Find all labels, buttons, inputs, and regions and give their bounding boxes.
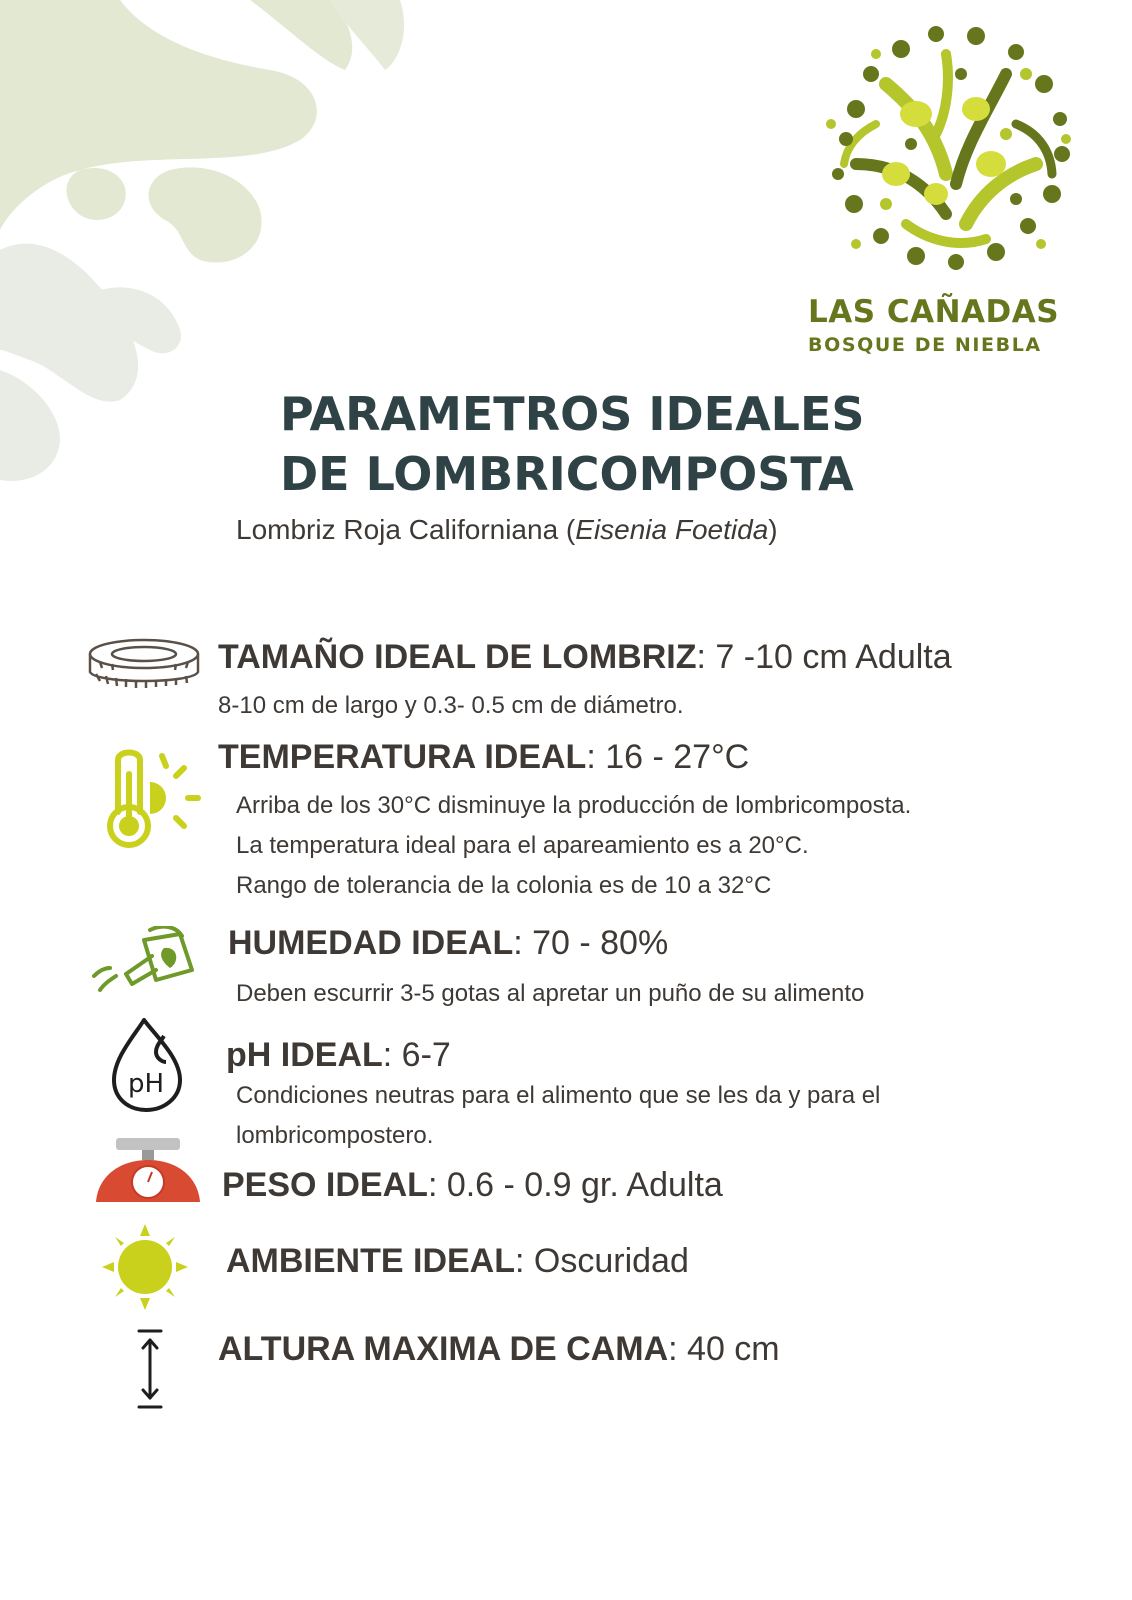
item-humidity-label: HUMEDAD IDEAL (228, 924, 514, 962)
item-bed-height-value: : 40 cm (668, 1330, 780, 1368)
item-environment-value: : Oscuridad (515, 1242, 689, 1280)
item-bed-height-label: ALTURA MAXIMA DE CAMA (218, 1330, 669, 1368)
item-temperature-detail-2: La temperatura ideal para el apareamiento es a 20°C. (236, 832, 809, 859)
forest-circle-emblem-icon (816, 14, 1080, 278)
item-humidity-detail: Deben escurrir 3-5 gotas al apretar un puño de su alimento (236, 980, 865, 1007)
item-weight-heading (222, 1166, 723, 1205)
item-temperature-heading (218, 738, 749, 777)
page-title (280, 384, 980, 504)
item-weight-label: PESO IDEAL (222, 1166, 428, 1204)
sun-icon (100, 1222, 190, 1312)
item-ph-detail-1: Condiciones neutras para el alimento que se les da y para el (236, 1082, 881, 1109)
las-canadas-logo (808, 14, 1088, 364)
item-size-heading (218, 638, 952, 677)
measuring-tape-icon (86, 636, 202, 694)
subtitle-prefix: Lombriz Roja Californiana ( (236, 514, 576, 545)
species-name: Eisenia Foetida (575, 514, 769, 545)
scale-icon (92, 1138, 204, 1204)
logo-subtitle: BOSQUE DE NIEBLA (808, 334, 1042, 356)
item-ph-value: : 6-7 (382, 1036, 451, 1074)
subtitle-suffix: ) (768, 514, 778, 545)
ph-drop-icon (106, 1014, 188, 1114)
title-line-2: DE LOMBRICOMPOSTA (280, 447, 854, 501)
item-size-label: TAMAÑO IDEAL DE LOMBRIZ (218, 638, 697, 676)
item-temperature-value: : 16 - 27°C (586, 738, 750, 776)
thermometer-sun-icon (100, 746, 206, 850)
watering-can-icon (92, 926, 198, 996)
item-humidity-heading (228, 924, 668, 963)
title-line-1: PARAMETROS IDEALES (280, 387, 865, 441)
item-size-value: : 7 -10 cm Adulta (696, 638, 952, 676)
item-humidity-value: : 70 - 80% (513, 924, 669, 962)
logo-name: LAS CAÑADAS (808, 294, 1060, 330)
svg-text:pH: pH (127, 1069, 165, 1099)
item-temperature-detail-1: Arriba de los 30°C disminuye la producción de lombricomposta. (236, 792, 912, 819)
item-ph-detail-2: lombricompostero. (236, 1122, 434, 1149)
item-ph-label: pH IDEAL (226, 1036, 383, 1074)
item-size-detail: 8-10 cm de largo y 0.3- 0.5 cm de diámetro. (218, 692, 684, 719)
item-temperature-label: TEMPERATURA IDEAL (218, 738, 587, 776)
item-bed-height-heading (218, 1330, 780, 1369)
height-arrow-icon (136, 1328, 164, 1410)
item-weight-value: : 0.6 - 0.9 gr. Adulta (427, 1166, 723, 1204)
page-subtitle (236, 514, 778, 546)
item-ph-heading (226, 1036, 451, 1075)
item-temperature-detail-3: Rango de tolerancia de la colonia es de 10 a 32°C (236, 872, 772, 899)
item-environment-label: AMBIENTE IDEAL (226, 1242, 515, 1280)
item-environment-heading (226, 1242, 689, 1281)
